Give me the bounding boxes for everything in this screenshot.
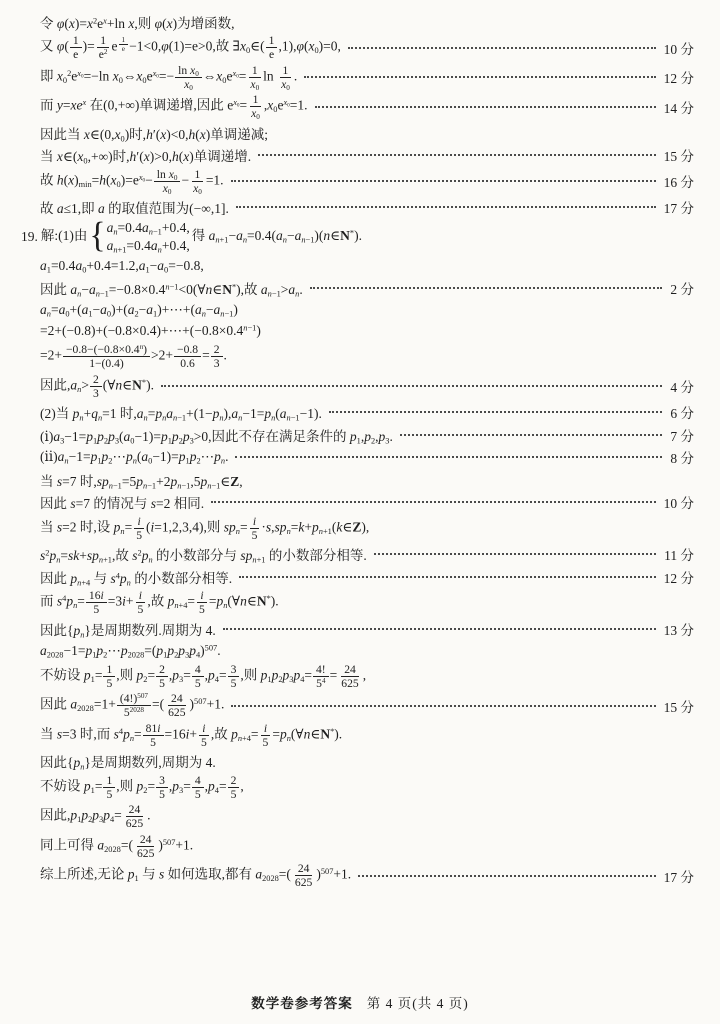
score-label: 17 分 xyxy=(663,869,694,885)
score-label: 10 分 xyxy=(663,496,694,512)
score-label: 2 分 xyxy=(670,281,694,297)
dotted-leader xyxy=(239,576,656,578)
dotted-leader xyxy=(310,287,663,289)
answer-line xyxy=(40,425,694,445)
answer-line xyxy=(40,751,694,771)
dotted-leader xyxy=(211,501,655,503)
footer-title: 数学卷参考答案 xyxy=(251,996,353,1011)
answer-line xyxy=(40,64,694,91)
math-text: 当 $x\in(x_0,+\infty)$时,h′(x)>0,h(x)单调递增. xyxy=(40,149,252,166)
math-text: 因此当 $x\in(0,x_0)$时,h′(x)<0,h(x)单调递减; xyxy=(40,126,268,143)
dotted-leader xyxy=(236,206,656,208)
answer-line xyxy=(40,300,694,319)
dotted-leader xyxy=(304,76,655,78)
math-text: 不妨设 $p_1=$ $\frac{1}{5}$ ,则 $p_2=$ $\frac{2}{5}$ $,p_3=$ $\frac{4}{5}$ $,p_4=$ $\frac{3}{5}$ ,则 $p_1p_2p_3p_4=$ $\frac{4!}{5^4}$ = $\frac{24}{625}$ , xyxy=(40,662,367,690)
answer-line xyxy=(40,692,694,719)
math-text: 因此 $a_{2028}=1+$ $\frac{(4!)^{507}}{5^{2028}}$ =( $\frac{24}{625}$ )$^{507}$+1. xyxy=(40,692,225,720)
dotted-leader xyxy=(315,106,656,108)
score-label: 11 分 xyxy=(664,548,694,564)
dotted-leader xyxy=(400,434,663,436)
answer-line xyxy=(40,447,694,467)
math-text: $a_1=0.4a_0+0.4=1.2,a_1-a_0=-0.8$, xyxy=(40,257,204,275)
score-label: 12 分 xyxy=(663,71,694,86)
dotted-leader xyxy=(223,628,656,630)
math-text: 因此 $a_n-a_{n-1}=-0.8\times 0.4^{n-1}<0(\forall n\in N^*)$,故 $a_{n-1}>a_n$. xyxy=(40,281,303,299)
math-text: 因此$,a_n>$ $\frac{2}{3}$ (∀n∈N*). xyxy=(40,372,154,400)
math-text: $(ⅰ)a_3-1=p_1p_2p_3(a_0-1)=p_1p_2p_3>0$,因此不存在满足条件的 $p_1,p_2,p_3$. xyxy=(40,428,393,446)
answer-line xyxy=(40,402,694,422)
math-text: =2+ $\frac{-0.8-(-0.8\times 0.4^n)}{1-(0.4)}$ >2+ $\frac{-0.8}{0.6}$ = $\frac{2}{3}$ . xyxy=(40,343,227,371)
answer-line xyxy=(40,373,694,400)
math-text: 因此$,p_1p_2p_3p_4=$ $\frac{24}{625}$ . xyxy=(40,803,151,831)
answer-line xyxy=(40,515,694,542)
answer-line xyxy=(40,567,694,587)
dotted-leader xyxy=(235,456,662,458)
math-text: $a_{2028}-1=p_1p_2\cdots p_{2028}=(p_1p_2p_3p_4)^{507}$. xyxy=(40,642,221,660)
answer-line xyxy=(40,641,694,660)
dotted-leader xyxy=(161,385,662,387)
answer-line xyxy=(40,256,694,275)
answer-line xyxy=(40,168,694,195)
math-text: 令 $\varphi(x)=x^2e^x+\ln$ x,则 φ(x)为增函数, xyxy=(40,15,235,31)
score-label: 10 分 xyxy=(663,41,694,57)
dotted-leader xyxy=(231,705,655,707)
answer-line xyxy=(40,663,694,690)
answer-line xyxy=(21,216,694,256)
math-text: 又 φ( $\frac{1}{e}$ )= $\frac{1}{e^2}$ e $^{\frac{1}{e}}$ −1<0,φ(1)=e>0,故 $\exists x_0\in$( $\frac{1}{e}$ $,1),\varphi(x_0)=0$, xyxy=(40,34,341,61)
math-text: (2)当 $p_n+q_n=1$ 时$,a_n=p_na_{n-1}+(1-p_n),a_n-1=p_n(a_{n-1}-1)$. xyxy=(40,406,322,423)
answer-line xyxy=(40,722,694,749)
math-text: 综上所述,无论 $p_1$ 与 s 如何选取,都有 $a_{2028}=$( $\frac{24}{625}$ )$^{507}$+1. xyxy=(40,862,352,890)
math-text: 因此$\{p_n\}$是周期数列,周期为 4. xyxy=(40,755,216,772)
math-text: 同上可得 $a_{2028}=$( $\frac{24}{625}$ )$^{507}$+1. xyxy=(40,832,194,860)
answer-line xyxy=(40,197,694,217)
dotted-leader xyxy=(358,875,656,877)
answer-line xyxy=(40,145,694,165)
math-text: 故 a≤1,即 a 的取值范围为(−∞,1]. xyxy=(40,201,229,216)
score-label: 15 分 xyxy=(663,149,694,164)
score-label: 14 分 xyxy=(663,100,694,116)
answer-line xyxy=(40,619,694,639)
dotted-leader xyxy=(348,47,656,49)
math-text: $s^2p_n=sk+sp_{n+1}$,故 $s^2p_n$ 的小数部分与 $sp_{n+1}$ 的小数部分相等. xyxy=(40,548,367,565)
answer-line xyxy=(40,803,694,830)
math-text: 因此$\{p_n\}$是周期数列.周期为 4. xyxy=(40,622,216,640)
score-label: 12 分 xyxy=(663,570,694,586)
dotted-leader xyxy=(329,411,663,413)
math-text: 当 s=7 时$,sp_{n-1}=5p_{n-1}+2p_{n-1},5p_{n-1}\in Z$, xyxy=(40,473,243,491)
answer-line xyxy=(40,34,694,61)
score-label: 4 分 xyxy=(670,380,694,396)
score-label: 8 分 xyxy=(670,451,694,467)
dotted-leader xyxy=(374,553,656,555)
problem-number: 19. xyxy=(21,228,38,244)
answer-line xyxy=(40,123,694,143)
math-text: 而 $s^4p_n=$ $\frac{16i}{5}$ =3i+ $\frac{i}{5}$ ,故 $p_{n+4}=$ $\frac{i}{5}$ $=p_n(\forall n\in N^*)$. xyxy=(40,589,279,617)
math-text: 因此 $p_{n+4}$ 与 $s^4p_n$ 的小数部分相等. xyxy=(40,570,233,588)
answer-line xyxy=(40,470,694,490)
dotted-leader xyxy=(231,180,656,182)
dotted-leader xyxy=(258,154,656,156)
answer-line xyxy=(40,862,694,889)
math-text: 不妨设 $p_1=$ $\frac{1}{5}$ ,则 $p_2=$ $\frac{3}{5}$ $,p_3=$ $\frac{4}{5}$ $,p_4=$ $\frac{2}{5}$ , xyxy=(40,773,244,801)
answer-line xyxy=(40,589,694,616)
math-text: 即 $x_0^2e^{x_0}=-\ln$ $x_0\Leftrightarrow x_0e^{x_0}=-$ $\frac{\ln x_0}{x_0}$ $\Leftrightarrow x_0e^{x_0}=$ $\frac{1}{x_0}$ ln $\frac{1}{x_0}$ . xyxy=(40,63,298,92)
answer-line xyxy=(40,544,694,564)
math-text: 故 $h(x)_{min}=h(x_0)=e^{x_0}-$ $\frac{\ln x_0}{x_0}$ − $\frac{1}{x_0}$ =1. xyxy=(40,167,224,196)
answer-line xyxy=(40,322,694,341)
answer-line xyxy=(40,833,694,860)
page-footer xyxy=(0,992,720,1012)
answer-line xyxy=(40,343,694,370)
math-text: 当 s=3 时,而 $s^4p_n=$ $\frac{81i}{5}$ =16i+ $\frac{i}{5}$ ,故 $p_{n+4}=$ $\frac{i}{5}$ $=p_n(\forall n\in N^*)$. xyxy=(40,721,343,749)
score-label: 15 分 xyxy=(663,699,694,715)
score-label: 6 分 xyxy=(670,406,694,422)
score-label: 16 分 xyxy=(663,175,694,190)
footer-page-info: 第 4 页(共 4 页) xyxy=(366,996,469,1011)
math-text: 而 $y=xe^x$ 在(0,+∞)单调递增,因此 $e^{x_0}=$ $\frac{1}{x_0}$ $,x_0e^{x_0}=1$. xyxy=(40,93,308,122)
score-label: 13 分 xyxy=(663,622,694,638)
answer-line xyxy=(40,492,694,512)
math-text: $a_n=a_0+(a_1-a_0)+(a_2-a_1)+\cdots+(a_n-a_{n-1})$ xyxy=(40,301,238,319)
math-text: 当 s=2 时,设 $p_n=$ $\frac{i}{5}$ (i=1,2,3,4),则 $sp_n=$ $\frac{i}{5}$ $\cdot s,sp_n=k+p_{n+1}(k\in Z)$, xyxy=(40,514,370,542)
answer-line xyxy=(40,12,694,32)
score-label: 17 分 xyxy=(663,201,694,216)
math-text: 解:(1)由 { $a_n=0.4a_{n-1}+0.4$, $a_{n+1}=0.4a_n+0.4$, 得 $a_{n+1}-a_n=0.4(a_n-a_{n-1})(n\in N^*)$. xyxy=(40,216,362,256)
answer-line xyxy=(40,93,694,120)
answer-line xyxy=(40,774,694,801)
math-text: 因此 s=7 的情况与 s=2 相同. xyxy=(40,496,205,512)
score-label: 7 分 xyxy=(670,428,694,444)
math-text: $(ⅱ)a_n-1=p_1p_2\cdots p_n(a_0-1)=p_1p_2\cdots p_n$. xyxy=(40,449,229,466)
answer-line xyxy=(40,278,694,298)
math-text: $=2+(-0.8)+(-0.8\times 0.4)+\cdots+(-0.8\times 0.4^{n-1})$ xyxy=(40,323,261,339)
